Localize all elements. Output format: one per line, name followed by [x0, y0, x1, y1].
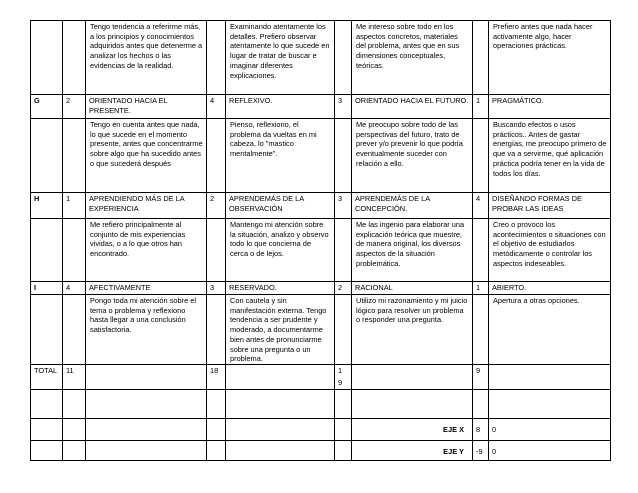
axis-y-extra: 0	[489, 440, 611, 460]
row-g-num-3: 3	[335, 95, 352, 119]
row-h-heading-4: DISEÑANDO FORMAS DE PROBAR LAS IDEAS	[489, 193, 611, 219]
axis-y-row	[31, 440, 611, 460]
row-g-desc-1: Tengo en cuenta antes que nada, lo que sucede en el momento presente, antes que concentrarme sobre algo que ha sucedido antes o que sucederá después	[86, 119, 207, 193]
row-i-heading-3: RACIONAL	[352, 282, 473, 295]
total-4: 9	[473, 364, 489, 389]
row-i-desc-1: Pongo toda mi atención sobre el tema o problema y reflexiono hasta llegar a una conclusión satisfactoria.	[86, 295, 207, 365]
row-g-heading-4: PRAGMÁTICO.	[489, 95, 611, 119]
row-h-desc-3: Me las ingenio para elaborar una explicación teórica que muestre, de manera original, los diversos aspectos de la situación problemática.	[352, 219, 473, 282]
totals-row	[31, 364, 611, 389]
row-i-heading-1: AFECTIVAMENTE	[86, 282, 207, 295]
total-2: 18	[207, 364, 226, 389]
row-g-num-1: 2	[63, 95, 86, 119]
row-g-num-2: 4	[207, 95, 226, 119]
totals-label: TOTAL	[31, 364, 63, 389]
row-i-num-2: 3	[207, 282, 226, 295]
row-i-desc-4: Apertura a otras opciones.	[489, 295, 611, 365]
row-h-heading-3: APRENDEMÁS DE LA CONCEPCIÓN.	[352, 193, 473, 219]
row-h-header	[31, 193, 611, 219]
row-h-num-2: 2	[207, 193, 226, 219]
row-i-heading-4: ABIERTO.	[489, 282, 611, 295]
row-g-heading-1: ORIENTADO HACIA EL PRESENTE.	[86, 95, 207, 119]
row-h-desc-1: Me refiero principalmente al conjunto de mis experiencias vividas, o a lo que otros han encontrado.	[86, 219, 207, 282]
row-g-desc-4: Buscando efectos o usos prácticos.. Antes de gastar energías, me preocupo primero de que va a servirme, qué aplicación práctica podría tener en la vida de todos los días.	[489, 119, 611, 193]
row-g-descriptions	[31, 119, 611, 193]
row-g-desc-3: Me preocupo sobre todo de las perspectivas del futuro, trato de prever y/o prevenir lo que podría eventualmente suceder con relación a ello.	[352, 119, 473, 193]
row-h-num-3: 3	[335, 193, 352, 219]
row-f-desc-1: Tengo tendencia a referirme más, a los principios y conocimientos adquiridos antes que detenerme a analizar los hechos o las evidencias de la realidad.	[86, 21, 207, 95]
row-h-heading-2: APRENDEMÁS DE LA OBSERVACIÓN	[226, 193, 335, 219]
axis-x-extra: 0	[489, 418, 611, 440]
row-h-num-1: 1	[63, 193, 86, 219]
learning-styles-table	[30, 20, 611, 461]
row-g-desc-2: Pienso, reflexiono, el problema da vueltas en mi cabeza, lo "mastico mentalmente".	[226, 119, 335, 193]
row-h-desc-2: Mantengo mi atención sobre la situación, analizo y observo todo lo que concierna de cerca o de lejos.	[226, 219, 335, 282]
row-g-heading-2: REFLEXIVO.	[226, 95, 335, 119]
total-1: 11	[63, 364, 86, 389]
row-h-desc-4: Creo o provoco los acontecimientos o situaciones con el objetivo de estudiarlos metódicamente o controlar los aspectos indeseables.	[489, 219, 611, 282]
row-h-num-4: 4	[473, 193, 489, 219]
row-g-num-4: 1	[473, 95, 489, 119]
row-i-descriptions	[31, 295, 611, 365]
total-3-digit-1: 1	[338, 365, 343, 375]
row-i-letter: I	[31, 282, 63, 295]
row-i-num-4: 1	[473, 282, 489, 295]
row-g-header	[31, 95, 611, 119]
row-i-header	[31, 282, 611, 295]
row-i-desc-2: Con cautela y sin manifestación externa. Tengo tendencia a ser prudente y moderado, a documentarme bien antes de pronunciarme sobre una pregunta o un problema.	[226, 295, 335, 365]
row-f-descriptions	[31, 21, 611, 95]
row-f-desc-4: Prefiero antes que nada hacer activamente algo, hacer operaciones prácticas.	[489, 21, 611, 95]
row-g-heading-3: ORIENTADO HACIA EL FUTURO.	[352, 95, 473, 119]
axis-y-label: EJE Y	[352, 440, 473, 460]
total-3-digit-2: 9	[338, 377, 343, 387]
row-i-desc-3: Utilizo mi razonamiento y mi juicio lógico para resolver un problema o responder una pregunta.	[352, 295, 473, 365]
row-g-letter: G	[31, 95, 63, 119]
axis-x-value: 8	[473, 418, 489, 440]
axis-y-value: -9	[473, 440, 489, 460]
row-i-num-1: 4	[63, 282, 86, 295]
row-f-desc-3: Me intereso sobre todo en los aspectos concretos, materiales del problema, antes que en sus dimensiones conceptuales, teóricas.	[352, 21, 473, 95]
row-h-heading-1: APRENDIENDO MÁS DE LA EXPERIENCIA	[86, 193, 207, 219]
row-h-descriptions	[31, 219, 611, 282]
row-h-letter: H	[31, 193, 63, 219]
axis-x-label: EJE X	[352, 418, 473, 440]
row-i-num-3: 2	[335, 282, 352, 295]
row-i-heading-2: RESERVADO.	[226, 282, 335, 295]
row-f-desc-2: Examinando atentamente los detalles. Prefiero observar atentamente lo que sucede en lugar de tratar de buscar e imaginar diferentes explicaciones.	[226, 21, 335, 95]
total-3	[335, 364, 352, 389]
spacer-row	[31, 389, 611, 418]
axis-x-row	[31, 418, 611, 440]
